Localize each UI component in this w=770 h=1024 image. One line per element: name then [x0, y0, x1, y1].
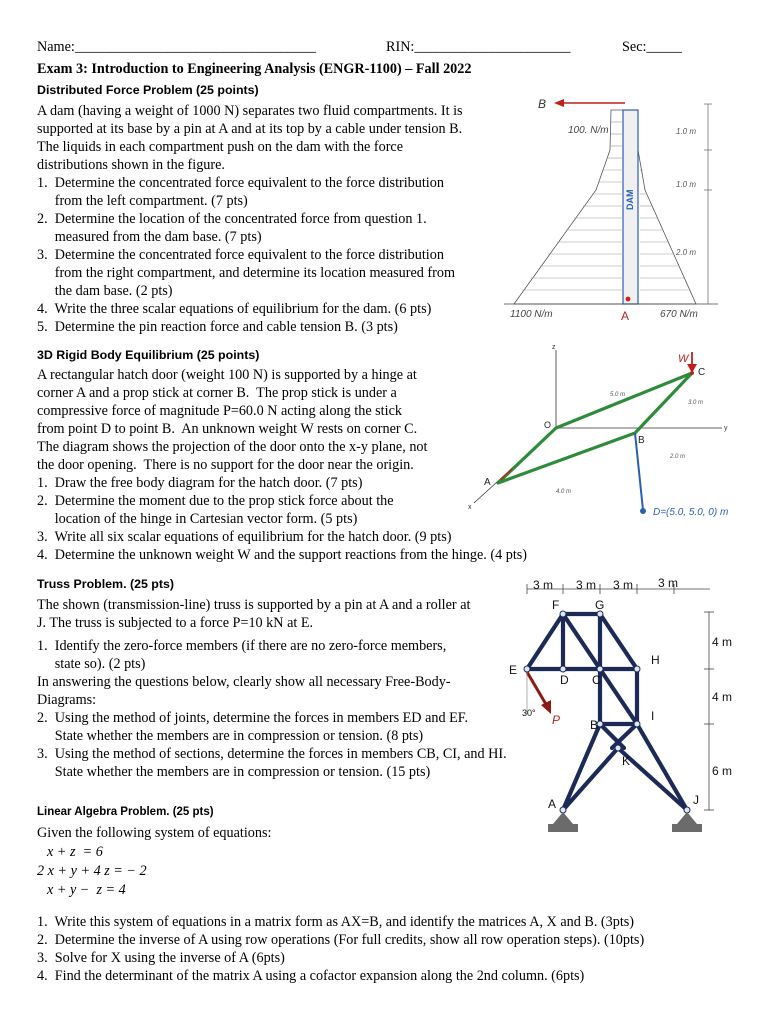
node-d: D [560, 673, 569, 687]
dam-intro-line: The liquids in each compartment push on the dam with the force [37, 139, 404, 155]
rigid-line: 4. Determine the unknown weight W and the support reactions from the hinge. (4 pts) [37, 547, 528, 563]
pin-support-a [553, 812, 573, 824]
truss-figure [500, 574, 745, 836]
rigid-line: the door opening. There is no support for the door near the origin. [37, 457, 414, 473]
rigid-line: location of the hinge in Cartesian vector form. (5 pts) [37, 511, 358, 527]
node-j: J [693, 793, 699, 807]
node-e: E [509, 663, 518, 677]
equation-3: x + y − z = 4 [47, 882, 126, 898]
roller-support-j-base [672, 824, 702, 832]
truss-line: In answering the questions below, clearly show all necessary Free-Body- [37, 674, 451, 690]
rin-field: RIN:______________________ [386, 39, 571, 55]
linalg-heading: Linear Algebra Problem. (25 pts) [37, 806, 214, 818]
pin-support-a-base [548, 824, 578, 832]
rigid-line: The diagram shows the projection of the door onto the x-y plane, not [37, 439, 428, 455]
node-g: G [595, 598, 605, 612]
rigid-line: 2. Determine the moment due to the prop stick force about the [37, 493, 394, 509]
name-field: Name:__________________________________ [37, 39, 317, 55]
dim-3m: 3.0 m [688, 400, 704, 406]
label-d: D=(5.0, 5.0, 0) m [653, 507, 729, 518]
dam-question-line: from the left compartment. (7 pts) [37, 193, 248, 209]
label-o: O [544, 420, 552, 430]
rigid-line: corner A and a prop stick at corner B. The prop stick is under a [37, 385, 397, 401]
dim-top-3: 3 m [613, 578, 634, 592]
dim-4m: 4.0 m [556, 489, 572, 495]
label-w: W [678, 353, 689, 365]
linalg-question: 1. Write this system of equations in a matrix form as AX=B, and identify the matrices A, X and B. (3pts) [37, 914, 635, 930]
node-a: A [548, 797, 557, 811]
cable-label-b: B [538, 97, 547, 111]
truss-line: State whether the members are in compression or tension. (8 pts) [37, 728, 424, 744]
force-angle: 30° [522, 708, 536, 718]
hatch-door-figure [460, 340, 750, 525]
dam-figure [500, 92, 745, 324]
point-c-dot [690, 371, 694, 375]
exam-title: Exam 3: Introduction to Engineering Analysis (ENGR-1100) – Fall 2022 [37, 61, 472, 77]
truss-line: State whether the members are in compression or tension. (15 pts) [37, 764, 431, 780]
dim-2m: 2.0 m [670, 454, 686, 460]
dim-right-2: 4 m [712, 690, 733, 704]
dam-question-line: 2. Determine the location of the concentrated force from question 1. [37, 211, 427, 227]
force-p-label: P [552, 713, 561, 727]
force-p-arrow [527, 672, 547, 706]
pin-a-label: A [621, 309, 630, 323]
dim-right-1: 4 m [712, 635, 733, 649]
dam-question-line: 5. Determine the pin reaction force and cable tension B. (3 pts) [37, 319, 398, 335]
node-h: H [651, 653, 660, 667]
truss-line: 2. Using the method of joints, determine the forces in members ED and EF. [37, 710, 469, 726]
left-base-label: 1100 N/m [510, 309, 553, 320]
rigid-line: A rectangular hatch door (weight 100 N) is supported by a hinge at [37, 367, 417, 383]
dim-top-1: 3 m [533, 578, 554, 592]
rigid-line: compressive force of magnitude P=60.0 N acting along the stick [37, 403, 402, 419]
right-base-label: 670 N/m [660, 309, 698, 320]
label-c: C [698, 367, 706, 378]
point-d-dot [640, 508, 646, 514]
rigid-text [37, 366, 527, 564]
node-i: I [651, 709, 655, 723]
node-b: B [590, 718, 599, 732]
dam-question-line: 4. Write the three scalar equations of equilibrium for the dam. (6 pts) [37, 301, 432, 317]
cable-arrow-head [554, 99, 564, 107]
linalg-question: 4. Find the determinant of the matrix A using a cofactor expansion along the 2nd column. (6pts) [37, 968, 585, 984]
truss-line: 1. Identify the zero-force members (if there are no zero-force members, [37, 638, 447, 654]
z-axis-label: z [552, 344, 556, 351]
truss-line: state so). (2 pts) [37, 656, 146, 672]
dam-question-line: 3. Determine the concentrated force equivalent to the force distribution [37, 247, 444, 263]
section-field: Sec:_____ [622, 39, 682, 55]
pin-a-dot [626, 297, 631, 302]
dam-intro-line: A dam (having a weight of 1000 N) separates two fluid compartments. It is [37, 103, 463, 119]
load-top-label: 100. N/m [568, 125, 609, 136]
node-f: F [552, 598, 560, 612]
linalg-questions [37, 913, 644, 985]
truss-line: 3. Using the method of sections, determine the forces in members CB, CI, and HI. [37, 746, 507, 762]
y-axis-label: y [724, 425, 728, 432]
x-axis-label: x [468, 504, 472, 511]
equation-2: 2 x + y + 4 z = − 2 [37, 863, 147, 879]
equation-1: x + z = 6 [47, 844, 103, 860]
linalg-question: 2. Determine the inverse of A using row operations (For full credits, show all row operation steps). (10pts) [37, 932, 645, 948]
dam-heading: Distributed Force Problem (25 points) [37, 83, 259, 97]
dim-5m: 5.0 m [610, 392, 626, 398]
dim-right-3: 6 m [712, 764, 733, 778]
truss-line: The shown (transmission-line) truss is supported by a pin at A and a roller at [37, 597, 471, 613]
rigid-heading: 3D Rigid Body Equilibrium (25 points) [37, 348, 260, 362]
dam-question-line: 1. Determine the concentrated force equivalent to the force distribution [37, 175, 444, 191]
linalg-intro: Given the following system of equations: [37, 825, 272, 841]
dim-label-2: 1.0 m [676, 180, 697, 189]
dam-question-line: from the right compartment, and determine its location measured from [37, 265, 456, 281]
dam-question-line: measured from the dam base. (7 pts) [37, 229, 262, 245]
truss-line: Diagrams: [37, 692, 97, 708]
dim-top-2: 3 m [576, 578, 597, 592]
linalg-question: 3. Solve for X using the inverse of A (6pts) [37, 950, 285, 966]
dim-label-3: 2.0 m [676, 248, 697, 257]
label-b: B [638, 435, 645, 446]
dam-intro-line: distributions shown in the figure. [37, 157, 225, 173]
rigid-line: 1. Draw the free body diagram for the hatch door. (7 pts) [37, 475, 363, 491]
right-load-outline [638, 150, 696, 304]
truss-line: J. The truss is subjected to a force P=10 kN at E. [37, 615, 314, 631]
truss-text [37, 596, 507, 781]
node-k: K [622, 754, 631, 768]
rigid-line: 3. Write all six scalar equations of equilibrium for the hatch door. (9 pts) [37, 529, 452, 545]
left-load-outline [514, 110, 626, 304]
dam-text: DAM [625, 189, 635, 210]
roller-support-j [677, 812, 697, 824]
left-load-hatch [522, 122, 622, 290]
dim-top-4: 3 m [658, 576, 679, 590]
label-a: A [484, 477, 491, 488]
dim-label-1: 1.0 m [676, 127, 697, 136]
rigid-line: from point D to point B. An unknown weight W rests on corner C. [37, 421, 418, 437]
dam-intro [37, 102, 463, 336]
node-c: C [592, 673, 601, 687]
truss-heading: Truss Problem. (25 pts) [37, 577, 175, 591]
dam-question-line: the dam base. (2 pts) [37, 283, 173, 299]
dam-intro-line: supported at its base by a pin at A and at its top by a cable under tension B. [37, 121, 463, 137]
